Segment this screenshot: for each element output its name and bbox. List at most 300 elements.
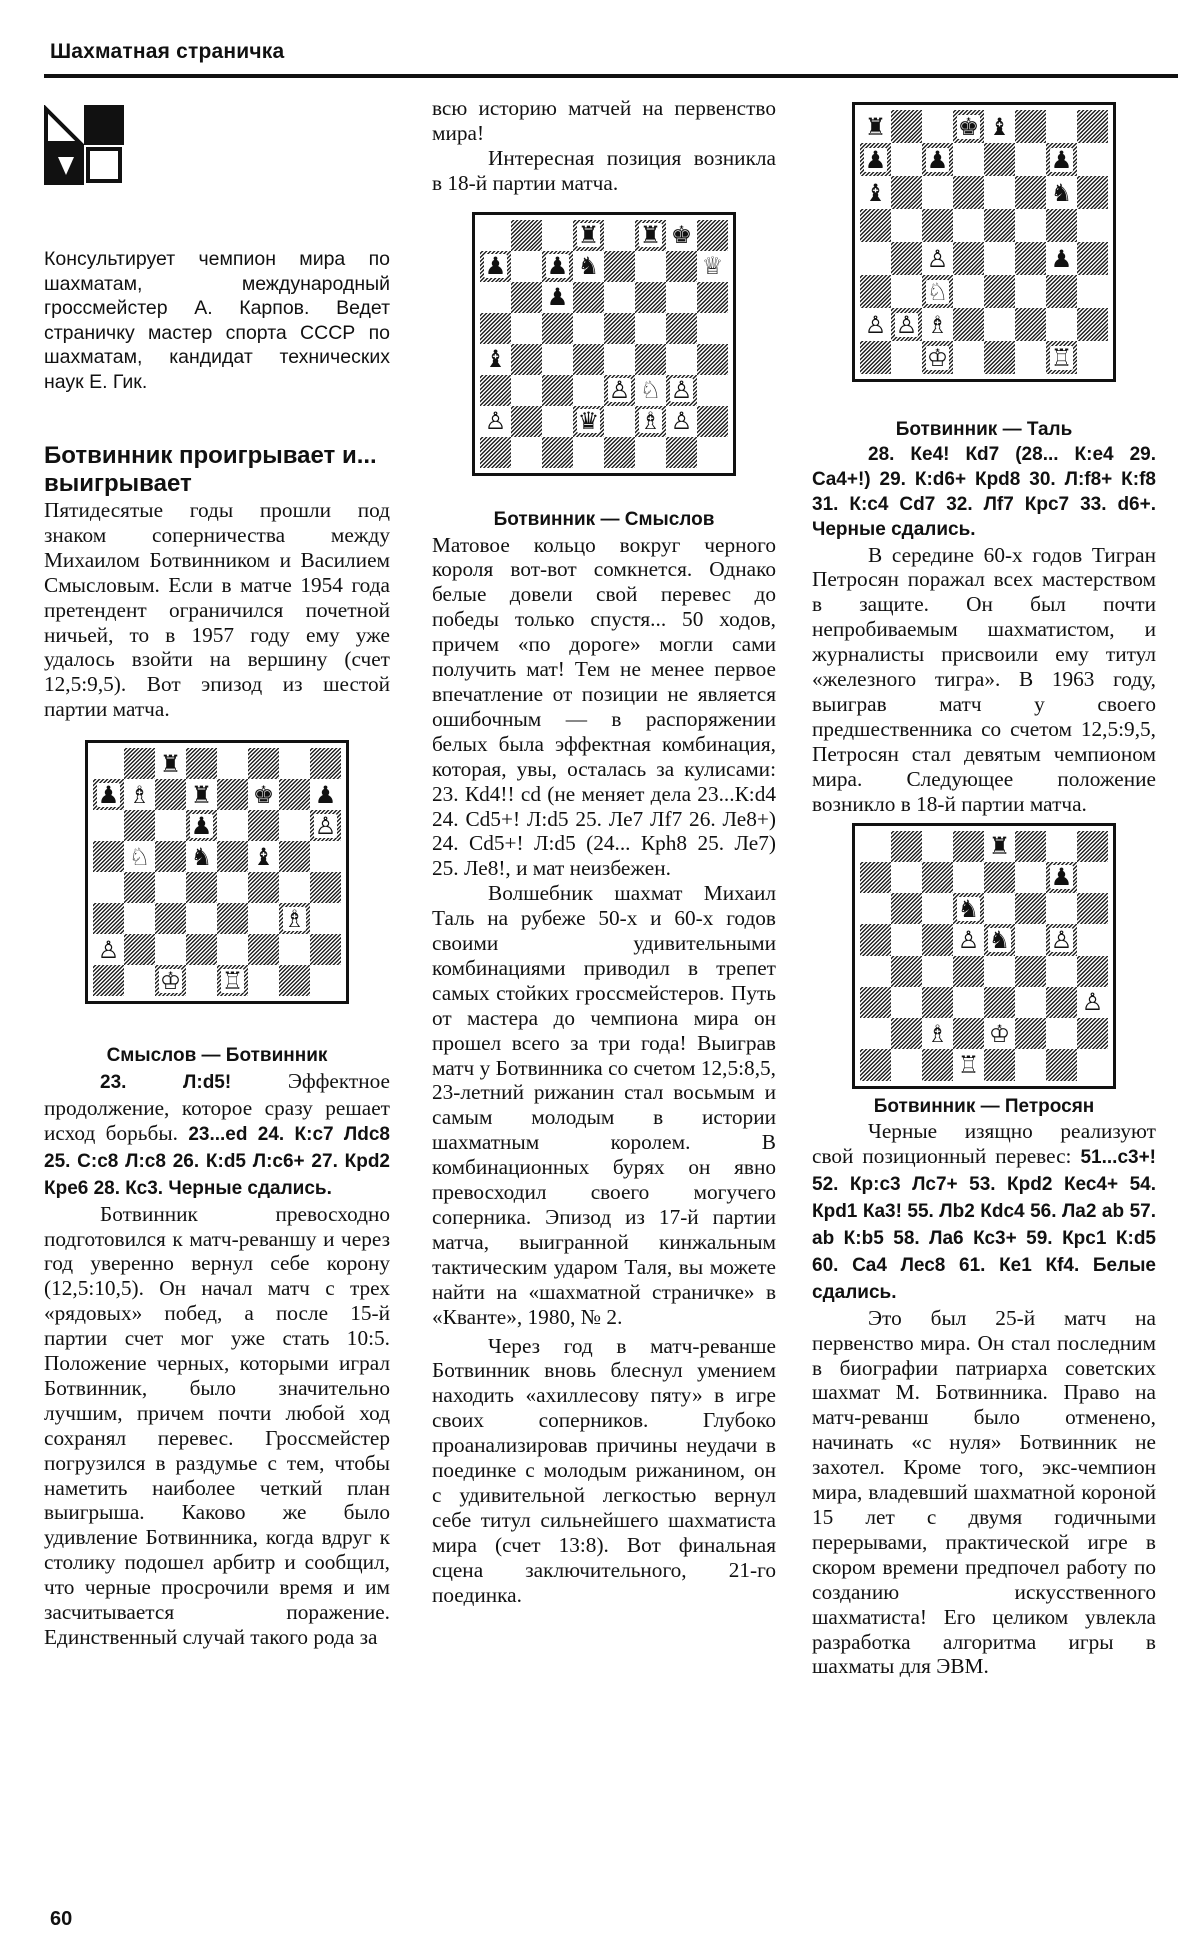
board-square	[480, 406, 511, 437]
board-square	[860, 893, 891, 924]
col2-paragraph-5: Через год в матч-реванше Ботвинник вновь блеснул умением находить «ахиллесову пяту» в игре своих соперников. Глубоко проанализировав причины неудачи в поединке с молодым рижанином, он с удивительной легкостью вернул себе титул сильнейшего шахматиста мира (счет 13:8). Вот финальная сцена заключительного, 21-го поединка.	[432, 1333, 776, 1607]
chess-piece-icon: ♙	[314, 811, 337, 840]
board-square	[1015, 1049, 1046, 1080]
board-square	[635, 437, 666, 468]
board-square	[891, 176, 922, 209]
column-3	[812, 96, 1156, 1679]
chess-piece-icon: ♞	[1050, 178, 1073, 207]
board-square	[635, 313, 666, 344]
board-square	[891, 956, 922, 987]
chess-piece-icon: ♜	[864, 112, 887, 141]
move-text: 28. Кe4! Кd7 (28... К:e4 29. Сa4+!) 29. К:d6+ Крd8 30. Л:f8+ К:f8 31. К:с4 Сd7 32. Лf7 Крс7 33. d6+. Черные сдались.	[812, 443, 1156, 540]
board-square	[1077, 176, 1108, 209]
board-square	[480, 344, 511, 375]
board-square	[480, 437, 511, 468]
board-square	[860, 209, 891, 242]
board-square	[953, 1049, 984, 1080]
board-square	[984, 275, 1015, 308]
board-square	[248, 779, 279, 810]
board-square	[922, 924, 953, 955]
board-square	[697, 251, 728, 282]
board-square	[248, 748, 279, 779]
chess-piece-icon: ♞	[577, 252, 600, 281]
board-square	[186, 965, 217, 996]
board-square	[1077, 1049, 1108, 1080]
board-square	[217, 779, 248, 810]
board-square	[891, 1049, 922, 1080]
chess-piece-icon: ♗	[639, 407, 662, 436]
chess-piece-icon: ♘	[926, 277, 949, 306]
board-square	[666, 344, 697, 375]
board-square	[891, 862, 922, 893]
board-square	[93, 779, 124, 810]
board-square	[922, 1049, 953, 1080]
board-square	[860, 176, 891, 209]
board-square	[604, 406, 635, 437]
board-square	[891, 242, 922, 275]
caption-botvinnik-tal: Ботвинник — Таль	[895, 419, 1073, 440]
board-square	[1046, 308, 1077, 341]
board-square	[511, 375, 542, 406]
col2-paragraph-3: Матовое кольцо вокруг черного короля вот-вот сомкнется. Однако белые довели свой перевес до победы только спустя... 50 ходов, причем «по дороге» могли сами получить мат! Тем не менее первое впечатление от позиции не является ошибочным — в распоряжении белых была эффектная комбинация, которая, увы, осталась за кулисами: 23. Кd4!! cd (не меняет дела 23...К:d4 24. Сd5+! Л:d5 25. Ле7 Лf7 26. Ле8+) 24. Сd5+! Л:d5 (24... Крh8 25. Ле7) 25. Ле8!, и мат неизбежен.	[432, 532, 776, 881]
board-square	[860, 862, 891, 893]
board-square	[984, 176, 1015, 209]
board-square	[573, 251, 604, 282]
board-square	[573, 344, 604, 375]
page-number: 60	[50, 1908, 73, 1930]
board-square	[922, 176, 953, 209]
board-square	[186, 810, 217, 841]
board-square	[1046, 924, 1077, 955]
board-square	[480, 220, 511, 251]
board-square	[891, 308, 922, 341]
board-square	[93, 965, 124, 996]
board-square	[697, 344, 728, 375]
chess-piece-icon: ♙	[926, 244, 949, 273]
board-square	[279, 748, 310, 779]
board-square	[248, 810, 279, 841]
board-square	[93, 841, 124, 872]
board-square	[279, 841, 310, 872]
board-square	[1015, 893, 1046, 924]
board-square	[1015, 110, 1046, 143]
board-square	[953, 308, 984, 341]
chess-piece-icon: ♟	[484, 252, 507, 281]
chess-piece-icon: ♚	[670, 221, 693, 250]
board-square	[697, 313, 728, 344]
board-square	[573, 282, 604, 313]
board-square	[186, 841, 217, 872]
board-square	[860, 308, 891, 341]
col1-paragraph-1: Пятидесятые годы прошли под знаком соперничества между Михаилом Ботвинником и Василием Смысловым. Если в матче 1954 года претендент ограничился почетной ничьей, то в 1957 году ему уже удалось взойти на вершину (счет 12,5:9,5). Вот эпизод из шестой партии матча.	[44, 498, 390, 722]
chess-piece-icon: ♟	[1050, 244, 1073, 273]
board-square	[1015, 308, 1046, 341]
chess-piece-icon: ♜	[577, 221, 600, 250]
board-square	[511, 251, 542, 282]
board-square	[480, 375, 511, 406]
board-square	[217, 810, 248, 841]
board-square	[922, 242, 953, 275]
board-square	[1077, 341, 1108, 374]
board-square	[1046, 242, 1077, 275]
board-square	[860, 987, 891, 1018]
col3-paragraph-1: В середине 60-х годов Тигран Петросян поражал всех мастерством в защите. Он был почти непробиваемым шахматистом, и журналисты присвоили ему титул «железного тигра». В 1963 году, выиграв матч у своего предшественника со счетом 12,5:9,5, Петросян стал девятым чемпионом мира. Следующее положение возникло в 18-й партии матча.	[812, 542, 1156, 816]
board-square	[1046, 893, 1077, 924]
board-square	[310, 779, 341, 810]
col3-paragraph-2: Черные изящно реализуют свой позиционный перевес:	[812, 1119, 1156, 1169]
chess-board-botvinnik-petrosian	[852, 823, 1116, 1089]
board-square	[217, 903, 248, 934]
board-square	[1077, 275, 1108, 308]
board-square	[124, 934, 155, 965]
board-square	[953, 176, 984, 209]
board-square	[604, 251, 635, 282]
chess-piece-icon: ♔	[988, 1019, 1011, 1048]
board-square	[279, 779, 310, 810]
board-square	[1015, 275, 1046, 308]
board-square	[666, 406, 697, 437]
chess-piece-icon: ♝	[988, 112, 1011, 141]
article-title: Ботвинник проигрывает и... выигрывает	[44, 442, 377, 497]
board-square	[124, 810, 155, 841]
board-square	[604, 220, 635, 251]
chess-board-botvinnik-smyslov	[472, 212, 736, 476]
board-square	[124, 903, 155, 934]
chess-piece-icon: ♟	[864, 145, 887, 174]
board-square	[604, 282, 635, 313]
board-square	[953, 110, 984, 143]
board-square	[984, 924, 1015, 955]
board-square	[93, 934, 124, 965]
board-square	[124, 779, 155, 810]
board-square	[953, 1018, 984, 1049]
board-square	[891, 110, 922, 143]
board-square	[310, 810, 341, 841]
board-square	[891, 924, 922, 955]
board-square	[1046, 341, 1077, 374]
board-square	[1077, 924, 1108, 955]
board-square	[697, 437, 728, 468]
board-square	[953, 987, 984, 1018]
board-square	[248, 934, 279, 965]
board-square	[155, 872, 186, 903]
board-square	[666, 375, 697, 406]
board-square	[93, 872, 124, 903]
board-square	[186, 903, 217, 934]
col2-paragraph-4: Волшебник шахмат Михаил Таль на рубеже 50-х и 60-х годов своими удивительными комбинациями приводил в трепет самых стойких гроссмейстеров. Путь от мастера до чемпиона мира он прошел всего за три года! Выиграв матч у Ботвинника со счетом 12,5:8,5, 23-летний рижанин стал восьмым и самым молодым в истории шахматным королем. В комбинационных бурях он явно превосходил своего могучего соперника. Эпизод из 17-й партии матча, выигранной кинжальным тактическим ударом Таля, вы можете найти на «шахматной страничке» в «Кванте», 1980, № 2.	[432, 881, 776, 1329]
board-square	[155, 903, 186, 934]
intro-text: Консультирует чемпион мира по шахматам, международный гроссмейстер А. Карпов. Ведет страничку мастер спорта СССР по шахматам, кандидат технических наук Е. Гик.	[44, 248, 390, 393]
board-square	[511, 313, 542, 344]
board-square	[953, 143, 984, 176]
board-square	[186, 934, 217, 965]
board-square	[984, 893, 1015, 924]
board-square	[1077, 110, 1108, 143]
chess-piece-icon: ♖	[221, 966, 244, 995]
board-square	[860, 831, 891, 862]
board-square	[124, 748, 155, 779]
board-square	[542, 437, 573, 468]
board-square	[860, 110, 891, 143]
board-square	[891, 893, 922, 924]
board-square	[155, 748, 186, 779]
board-square	[860, 341, 891, 374]
board-square	[1077, 242, 1108, 275]
board-square	[984, 110, 1015, 143]
board-square	[604, 375, 635, 406]
board-square	[860, 1049, 891, 1080]
chess-piece-icon: ♜	[639, 221, 662, 250]
chess-piece-icon: ♟	[546, 283, 569, 312]
board-square	[1046, 176, 1077, 209]
chess-piece-icon: ♔	[926, 343, 949, 372]
chess-piece-icon: ♙	[1081, 988, 1104, 1017]
col2-paragraph-2: Интересная позиция возникла в 18-й партии матча.	[432, 145, 776, 195]
board-square	[984, 987, 1015, 1018]
board-square	[1015, 862, 1046, 893]
board-square	[279, 872, 310, 903]
board-square	[310, 903, 341, 934]
section-title: Шахматная страничка	[50, 40, 285, 63]
board-square	[984, 308, 1015, 341]
chess-piece-icon: ♙	[895, 310, 918, 339]
board-square	[93, 903, 124, 934]
board-square	[186, 748, 217, 779]
chess-piece-icon: ♖	[1050, 343, 1073, 372]
board-square	[953, 924, 984, 955]
board-square	[1015, 209, 1046, 242]
board-square	[891, 987, 922, 1018]
board-square	[922, 110, 953, 143]
board-square	[1077, 1018, 1108, 1049]
board-square	[248, 903, 279, 934]
board-square	[922, 956, 953, 987]
chess-piece-icon: ♗	[283, 904, 306, 933]
chess-board-smyslov-botvinnik	[85, 740, 349, 1004]
board-square	[217, 841, 248, 872]
chess-piece-icon: ♜	[159, 749, 182, 778]
board-square	[1077, 831, 1108, 862]
board-square	[922, 862, 953, 893]
board-square	[922, 308, 953, 341]
board-square	[1077, 893, 1108, 924]
board-square	[279, 934, 310, 965]
board-square	[860, 242, 891, 275]
chess-piece-icon: ♖	[957, 1050, 980, 1079]
chess-piece-icon: ♟	[97, 780, 120, 809]
board-square	[248, 841, 279, 872]
board-square	[1046, 862, 1077, 893]
board-square	[542, 282, 573, 313]
board-square	[697, 282, 728, 313]
board-square	[922, 1018, 953, 1049]
board-square	[953, 831, 984, 862]
board-square	[217, 748, 248, 779]
board-square	[1046, 110, 1077, 143]
board-square	[279, 903, 310, 934]
board-square	[860, 275, 891, 308]
chess-piece-icon: ♗	[926, 1019, 949, 1048]
chess-piece-icon: ♟	[546, 252, 569, 281]
board-square	[697, 375, 728, 406]
header-rule	[44, 74, 1178, 78]
column-2	[432, 96, 776, 1608]
board-square	[666, 313, 697, 344]
move-text: 23. Л:d5!	[100, 1072, 232, 1094]
chess-board-botvinnik-tal	[852, 102, 1116, 382]
board-square	[310, 841, 341, 872]
board-square	[93, 748, 124, 779]
chess-piece-icon: ♞	[190, 842, 213, 871]
chess-piece-icon: ♗	[926, 310, 949, 339]
board-square	[922, 275, 953, 308]
board-square	[1046, 143, 1077, 176]
board-square	[1077, 956, 1108, 987]
board-square	[279, 810, 310, 841]
chess-piece-icon: ♙	[1050, 925, 1073, 954]
board-square	[860, 1018, 891, 1049]
chess-piece-icon: ♝	[484, 345, 507, 374]
board-square	[635, 375, 666, 406]
board-square	[891, 831, 922, 862]
board-square	[511, 344, 542, 375]
chess-piece-icon: ♚	[252, 780, 275, 809]
board-square	[573, 220, 604, 251]
board-square	[511, 282, 542, 313]
board-square	[604, 437, 635, 468]
board-square	[922, 209, 953, 242]
board-square	[953, 956, 984, 987]
board-square	[1015, 831, 1046, 862]
board-square	[542, 251, 573, 282]
board-square	[922, 987, 953, 1018]
board-square	[984, 209, 1015, 242]
board-square	[984, 831, 1015, 862]
board-square	[953, 893, 984, 924]
board-square	[984, 862, 1015, 893]
board-square	[511, 220, 542, 251]
chess-piece-icon: ♝	[252, 842, 275, 871]
chess-piece-icon: ♙	[670, 407, 693, 436]
chess-piece-icon: ♟	[1050, 863, 1073, 892]
board-square	[1077, 987, 1108, 1018]
board-square	[480, 282, 511, 313]
board-square	[1015, 924, 1046, 955]
board-square	[542, 344, 573, 375]
board-square	[217, 872, 248, 903]
board-square	[310, 748, 341, 779]
board-square	[635, 220, 666, 251]
board-square	[1015, 143, 1046, 176]
board-square	[155, 810, 186, 841]
chess-piece-icon: ♘	[128, 842, 151, 871]
board-square	[891, 209, 922, 242]
board-square	[984, 242, 1015, 275]
board-square	[217, 934, 248, 965]
board-square	[542, 375, 573, 406]
board-square	[666, 437, 697, 468]
chess-piece-icon: ♙	[484, 407, 507, 436]
board-square	[124, 872, 155, 903]
board-square	[635, 406, 666, 437]
board-square	[1077, 143, 1108, 176]
board-square	[1015, 176, 1046, 209]
board-square	[635, 251, 666, 282]
move-text: 23...ed 24. К:с7 Лdc8 25. С:с8 Л:с8 26. К:d5 Л:с6+ 27. Крd2 Крe6 28. Кс3. Черные сдались.	[44, 1123, 390, 1199]
board-square	[511, 437, 542, 468]
board-square	[542, 220, 573, 251]
board-square	[186, 872, 217, 903]
board-square	[542, 406, 573, 437]
board-square	[155, 841, 186, 872]
board-square	[310, 934, 341, 965]
board-square	[1015, 341, 1046, 374]
board-square	[155, 779, 186, 810]
chess-piece-icon: ♘	[639, 376, 662, 405]
board-square	[860, 143, 891, 176]
chess-piece-icon: ♔	[159, 966, 182, 995]
chess-piece-icon: ♞	[988, 925, 1011, 954]
board-square	[1046, 956, 1077, 987]
board-square	[1046, 831, 1077, 862]
chess-piece-icon: ♙	[670, 376, 693, 405]
board-square	[891, 275, 922, 308]
board-square	[1015, 956, 1046, 987]
chess-piece-icon: ♟	[314, 780, 337, 809]
chess-piece-icon: ♙	[957, 925, 980, 954]
board-square	[310, 965, 341, 996]
board-square	[1015, 242, 1046, 275]
board-square	[573, 437, 604, 468]
board-square	[542, 313, 573, 344]
board-square	[1046, 1018, 1077, 1049]
board-square	[953, 275, 984, 308]
board-square	[922, 893, 953, 924]
board-square	[1077, 308, 1108, 341]
board-square	[984, 341, 1015, 374]
board-square	[155, 965, 186, 996]
board-square	[984, 1018, 1015, 1049]
board-square	[573, 406, 604, 437]
board-square	[480, 313, 511, 344]
board-square	[860, 924, 891, 955]
board-square	[953, 341, 984, 374]
board-square	[1015, 1018, 1046, 1049]
board-square	[124, 841, 155, 872]
chess-piece-icon: ♗	[128, 780, 151, 809]
caption-botvinnik-petrosian: Ботвинник — Петросян	[873, 1095, 1095, 1117]
board-square	[1077, 209, 1108, 242]
board-square	[953, 209, 984, 242]
board-square	[1015, 987, 1046, 1018]
chess-piece-icon: ♕	[701, 252, 724, 281]
caption-smyslov-botvinnik: Смыслов — Ботвинник	[106, 1045, 328, 1067]
board-square	[1046, 1049, 1077, 1080]
chess-piece-icon: ♚	[957, 112, 980, 141]
board-square	[666, 220, 697, 251]
col1-paragraph-2: Эффектное продолжение, которое сразу решает исход борьбы.	[44, 1069, 390, 1145]
chess-piece-icon: ♜	[988, 832, 1011, 861]
board-square	[635, 344, 666, 375]
board-square	[922, 341, 953, 374]
board-square	[93, 810, 124, 841]
board-square	[1046, 987, 1077, 1018]
board-square	[922, 831, 953, 862]
col3-paragraph-3: Это был 25-й матч на первенство мира. Он стал последним в биографии патриарха советских шахмат М. Ботвинника. Право на матч-реванш было отменено, начинать «с нуля» Ботвинник не захотел. Кроме того, экс-чемпион мира, владевший шахматной короной 15 лет с двумя годичными перерывами, практической игре в скором времени предпочел работу по созданию искусственного шахматиста! Его целиком увлекла разработка алгоритма игры в шахматы для ЭВМ.	[812, 1305, 1156, 1679]
board-square	[635, 282, 666, 313]
chess-piece-icon: ♙	[97, 935, 120, 964]
board-square	[604, 344, 635, 375]
